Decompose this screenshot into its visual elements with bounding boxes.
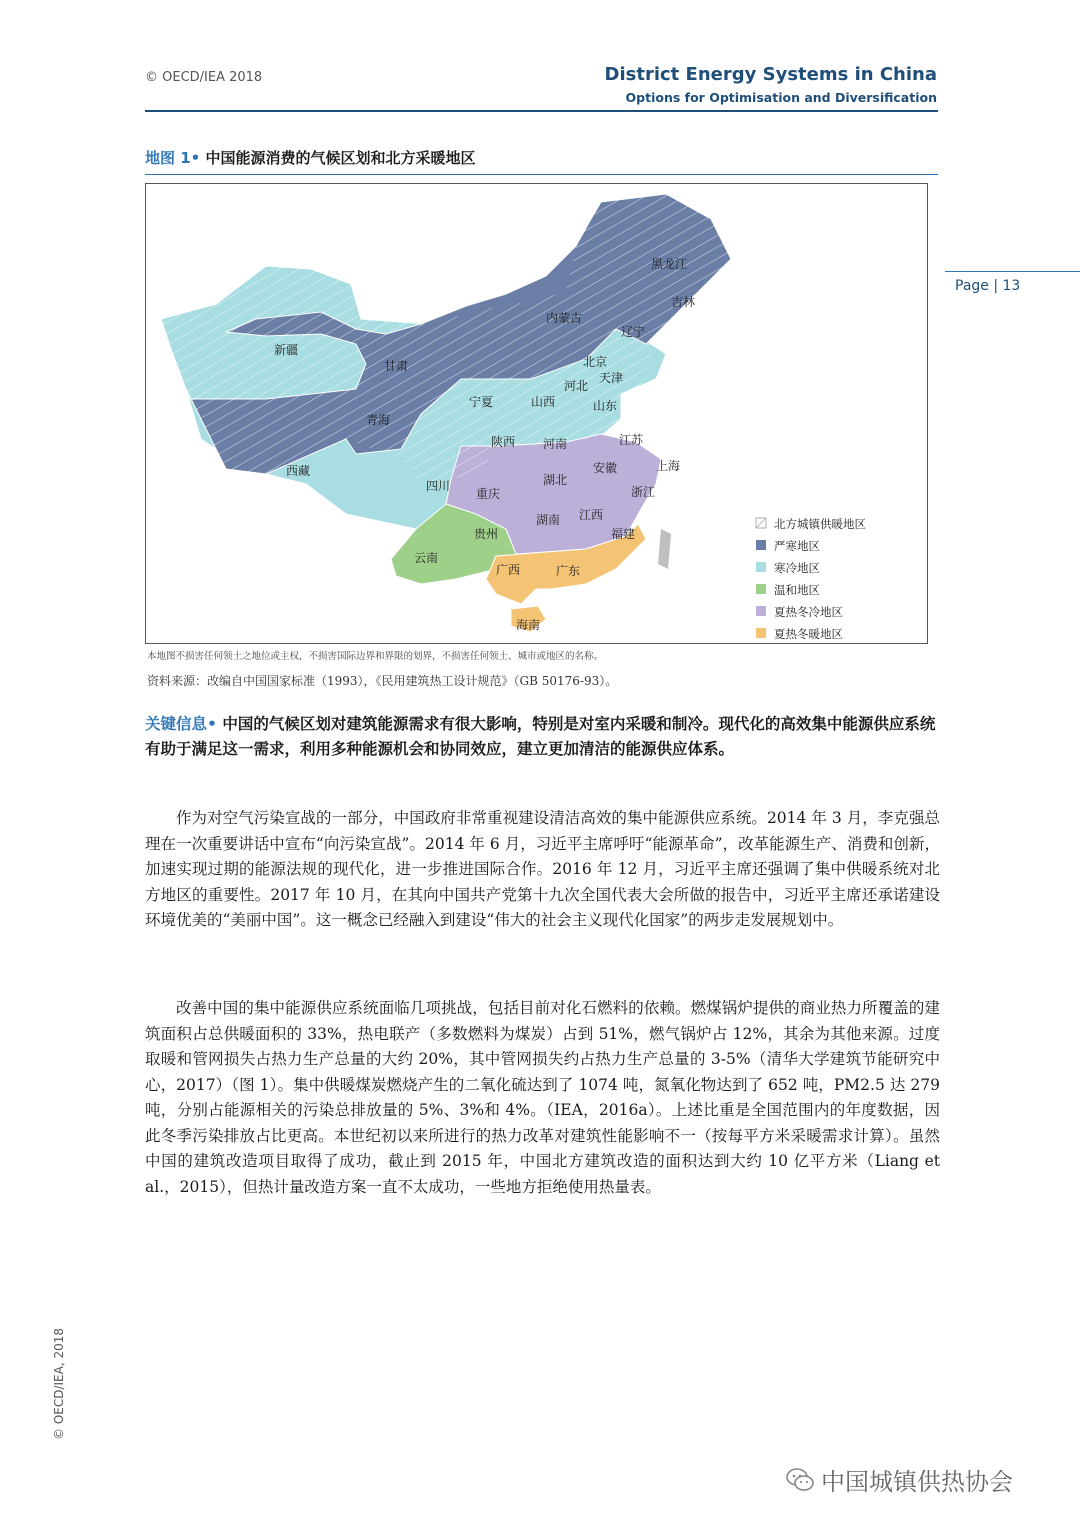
label-beijing: 北京 xyxy=(583,355,608,369)
label-tianjin: 天津 xyxy=(599,371,624,385)
map-legend xyxy=(756,517,866,641)
label-shaanxi: 陕西 xyxy=(491,435,516,449)
label-fujian: 福建 xyxy=(611,527,636,541)
watermark xyxy=(785,1462,1013,1497)
legend-swatch-2 xyxy=(756,562,766,572)
label-anhui: 安徽 xyxy=(593,461,618,475)
label-hubei: 湖北 xyxy=(543,473,568,487)
map-frame xyxy=(145,183,928,644)
label-sichuan: 四川 xyxy=(426,479,451,493)
label-hunan: 湖南 xyxy=(536,513,561,527)
label-henan: 河南 xyxy=(543,437,568,451)
key-info-lead: 关键信息• xyxy=(145,715,217,733)
legend-label-5: 夏热冬暖地区 xyxy=(774,627,843,641)
map-source: 资料来源：改编自中国国家标准（1993），《民用建筑热工设计规范》（GB 50176-93）。 xyxy=(147,674,618,688)
watermark-text: 中国城镇供热协会 xyxy=(821,1468,1013,1496)
report-title: District Energy Systems in China xyxy=(604,64,937,85)
page-number: Page | 13 xyxy=(955,278,1021,294)
label-jiangxi: 江西 xyxy=(579,508,604,522)
label-yunnan: 云南 xyxy=(414,551,439,565)
label-heilongjiang: 黑龙江 xyxy=(651,257,688,271)
legend-swatch-5 xyxy=(756,628,766,638)
map-title-lead: 地图 1• xyxy=(145,149,201,167)
china-climate-map xyxy=(146,184,927,643)
label-neimenggu: 内蒙古 xyxy=(546,311,583,325)
label-chongqing: 重庆 xyxy=(476,487,501,501)
map-title xyxy=(145,147,476,168)
label-qinghai: 青海 xyxy=(366,413,391,427)
legend-swatch-3 xyxy=(756,584,766,594)
label-guangxi: 广西 xyxy=(496,563,521,577)
label-gansu: 甘肃 xyxy=(384,359,409,373)
legend-swatch-1 xyxy=(756,540,766,550)
label-guangdong: 广东 xyxy=(556,564,581,578)
legend-label-2: 寒冷地区 xyxy=(774,561,820,575)
report-subtitle: Options for Optimisation and Diversification xyxy=(625,90,937,105)
taiwan-island xyxy=(658,529,671,569)
header-copyright: © OECD/IEA 2018 xyxy=(145,70,263,85)
legend-label-3: 温和地区 xyxy=(774,583,820,597)
label-xizang: 西藏 xyxy=(286,464,311,478)
legend-label-1: 严寒地区 xyxy=(774,539,820,553)
wechat-icon xyxy=(785,1466,815,1494)
side-copyright: © OECD/IEA, 2018 xyxy=(52,1327,66,1440)
header-rule xyxy=(145,110,938,112)
label-jiangsu: 江苏 xyxy=(619,433,644,447)
label-hainan: 海南 xyxy=(516,618,541,632)
label-zhejiang: 浙江 xyxy=(631,485,656,499)
legend-label-0: 北方城镇供暖地区 xyxy=(774,517,866,531)
body-paragraph-2: 改善中国的集中能源供应系统面临几项挑战，包括目前对化石燃料的依赖。燃煤锅炉提供的商业热力所覆盖的建筑面积占总供暖面积的 33%，热电联产（多数燃料为煤炭）占到 51%，燃气锅炉占 12%，其余为其他来源。过度取暖和管网损失占热力生产总量的大约 20%，其中管网损失约占热力生产总量的 3-5%（清华大学建筑节能研究中心，2017）（图 1）。集中供暖煤炭燃烧产生的二氧化硫达到了 1074 吨，氮氧化物达到了 652 吨，PM2.5 达 279 吨，分别占能源相关的污染总排放量的 5%、3%和 4%。（IEA，2016a）。上述比重是全国范围内的年度数据，因此冬季污染排放占比更高。本世纪初以来所进行的热力改革对建筑性能影响不一（按每平方米采暖需求计算）。虽然中国的建筑改造项目取得了成功，截止到 2015 年，中国北方建筑改造的面积达到大约 10 亿平方米（Liang et al.，2015），但热计量改造方案一直不太成功，一些地方拒绝使用热量表。 xyxy=(145,999,940,1196)
key-info-text: 中国的气候区划对建筑能源需求有很大影响，特别是对室内采暖和制冷。现代化的高效集中能源供应系统有助于满足这一需求，利用多种能源机会和协同效应，建立更加清洁的能源供应体系。 xyxy=(145,715,936,758)
label-shanxi: 山西 xyxy=(531,395,556,409)
label-liaoning: 辽宁 xyxy=(621,325,646,339)
key-info xyxy=(145,712,940,762)
legend-swatch-4 xyxy=(756,606,766,616)
label-shandong: 山东 xyxy=(593,399,618,413)
label-hebei: 河北 xyxy=(564,379,589,393)
northern-heating-area xyxy=(161,194,731,484)
label-xinjiang: 新疆 xyxy=(274,343,299,357)
title-rule xyxy=(145,174,938,175)
legend-label-4: 夏热冬冷地区 xyxy=(774,605,843,619)
page-rule xyxy=(945,271,1080,272)
body-paragraph-1: 作为对空气污染宣战的一部分，中国政府非常重视建设清洁高效的集中能源供应系统。2014 年 3 月，李克强总理在一次重要讲话中宣布“向污染宣战”。2014 年 6 月，习近平主席呼吁“能源革命”，改革能源生产、消费和创新，加速实现过期的能源法规的现代化，进一步推进国际合作。2016 年 12 月，习近平主席还强调了集中供暖系统对北方地区的重要性。2017 年 10 月，在其向中国共产党第十九次全国代表大会所做的报告中，习近平主席还承诺建设环境优美的“美丽中国”。这一概念已经融入到建设“伟大的社会主义现代化国家”的两步走发展规划中。 xyxy=(145,809,940,929)
label-guizhou: 贵州 xyxy=(474,527,499,541)
map-disclaimer: 本地图不损害任何领土之地位或主权，不损害国际边界和界限的划界，不损害任何领土、城市或地区的名称。 xyxy=(147,651,604,662)
label-ningxia: 宁夏 xyxy=(469,395,494,409)
map-title-text: 中国能源消费的气候区划和北方采暖地区 xyxy=(205,149,476,167)
label-jilin: 吉林 xyxy=(671,295,696,309)
label-shanghai: 上海 xyxy=(656,459,681,473)
